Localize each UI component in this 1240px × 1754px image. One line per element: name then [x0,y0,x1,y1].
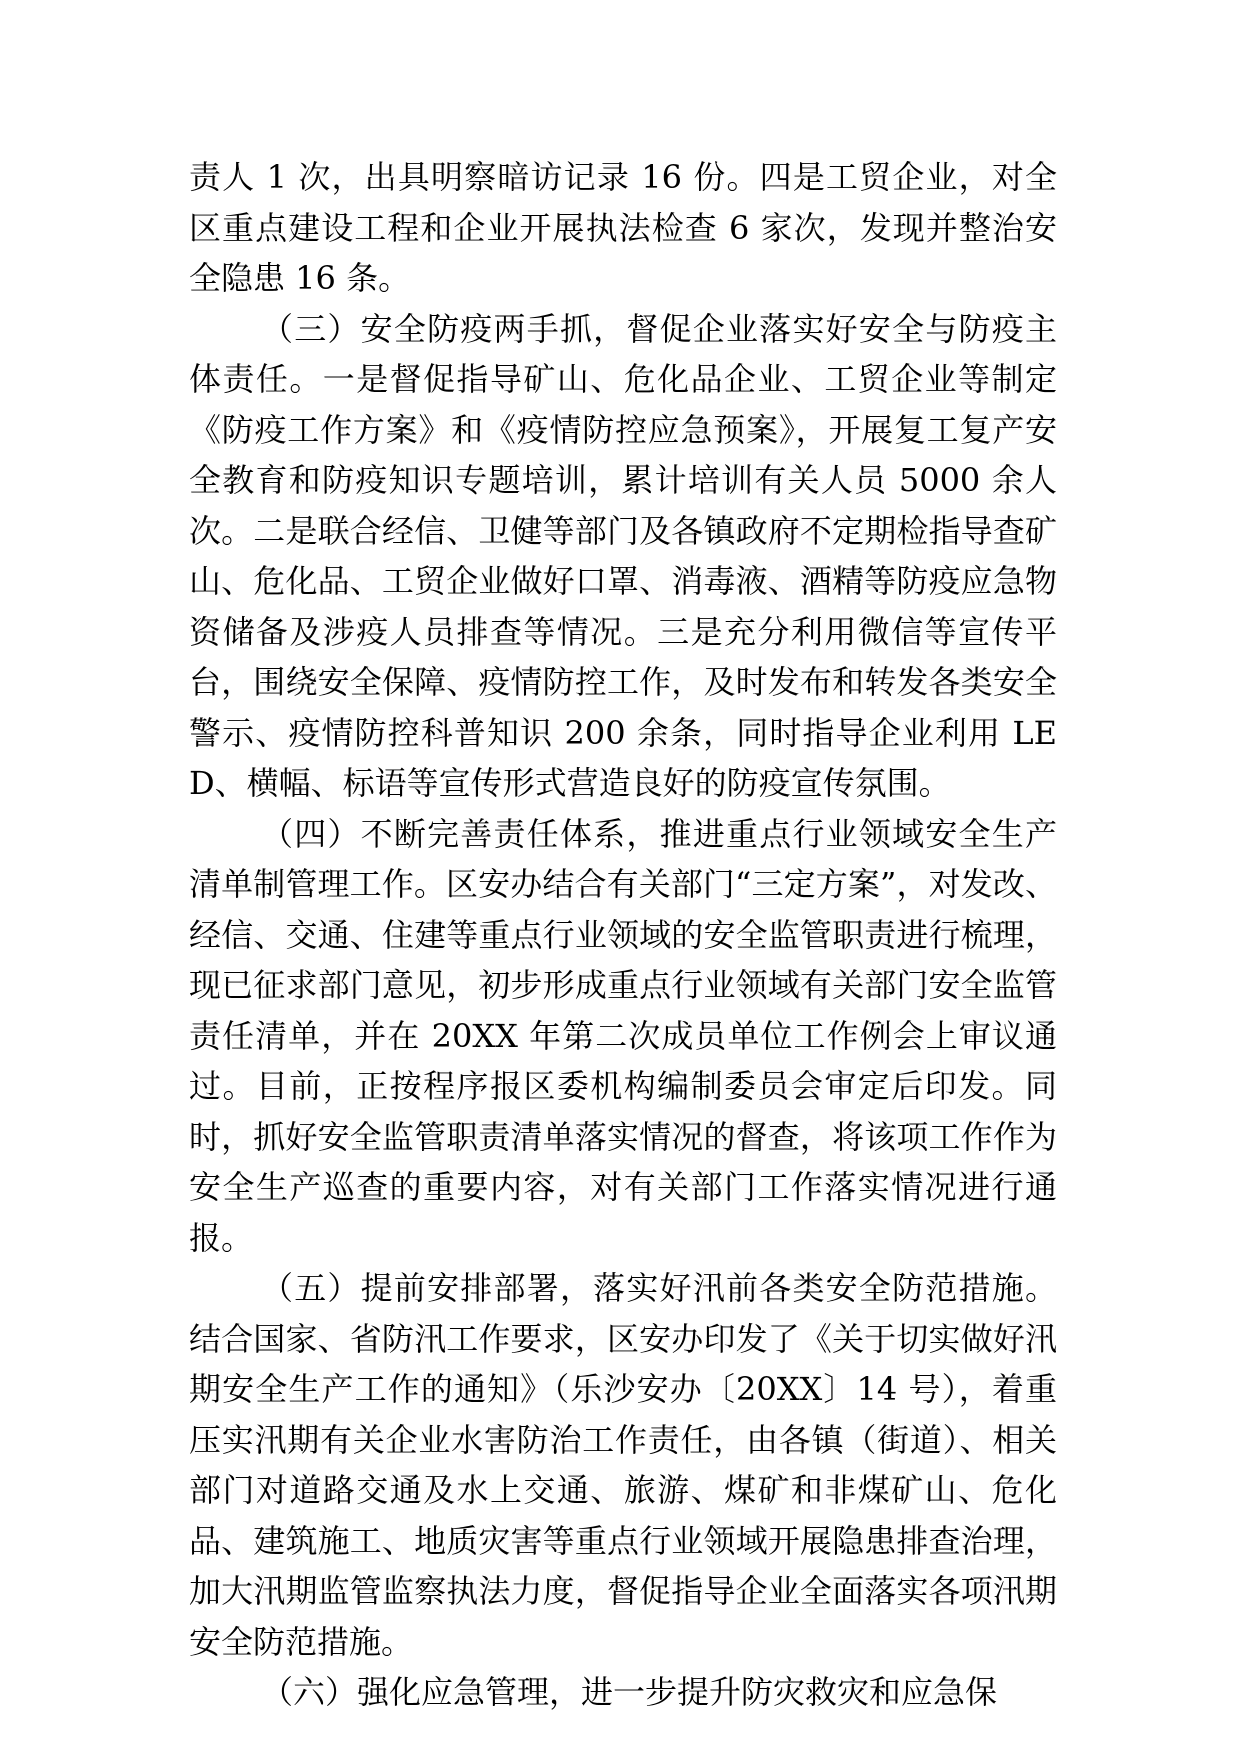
paragraph-section-5: （五）提前安排部署，落实好汛前各类安全防范措施。结合国家、省防汛工作要求，区安办印发了《关于切实做好汛期安全生产工作的通知》（乐沙安办〔20XX〕14 号），着重压实汛期有关企业水害防治工作责任，由各镇（街道）、相关部门对道路交通及水上交通、旅游、煤矿和非煤矿山、危化品、建筑施工、地质灾害等重点行业领域开展隐患排查治理，加大汛期监管监察执法力度，督促指导企业全面落实各项汛期安全防范措施。 [189,1269,1057,1661]
paragraph-continuation: 责人 1 次，出具明察暗访记录 16 份。四是工贸企业，对全区重点建设工程和企业开展执法检查 6 家次，发现并整治安全隐患 16 条。 [189,158,1057,297]
paragraph-section-6: （六）强化应急管理，进一步提升防灾救灾和应急保 [261,1673,998,1711]
paragraph-section-3: （三）安全防疫两手抓，督促企业落实好安全与防疫主体责任。一是督促指导矿山、危化品企业、工贸企业等制定《防疫工作方案》和《疫情防控应急预案》，开展复工复产安全教育和防疫知识专题培训，累计培训有关人员 5000 余人次。二是联合经信、卫健等部门及各镇政府不定期检指导查矿山、危化品、工贸企业做好口罩、消毒液、酒精等防疫应急物资储备及涉疫人员排查等情况。三是充分利用微信等宣传平台，围绕安全保障、疫情防控工作，及时发布和转发各类安全警示、疫情防控科普知识 200 余条，同时指导企业利用 LED、横幅、标语等宣传形式营造良好的防疫宣传氛围。 [189,309,1057,802]
paragraph-section-4: （四）不断完善责任体系，推进重点行业领域安全生产清单制管理工作。区安办结合有关部门“三定方案”，对发改、经信、交通、住建等重点行业领域的安全监管职责进行梳理，现已征求部门意见，初步形成重点行业领域有关部门安全监管责任清单，并在 20XX 年第二次成员单位工作例会上审议通过。目前，正按程序报区委机构编制委员会审定后印发。同时，抓好安全监管职责清单落实情况的督查，将该项工作作为安全生产巡查的重要内容，对有关部门工作落实情况进行通报。 [189,814,1057,1257]
document-page [189,152,1057,1718]
